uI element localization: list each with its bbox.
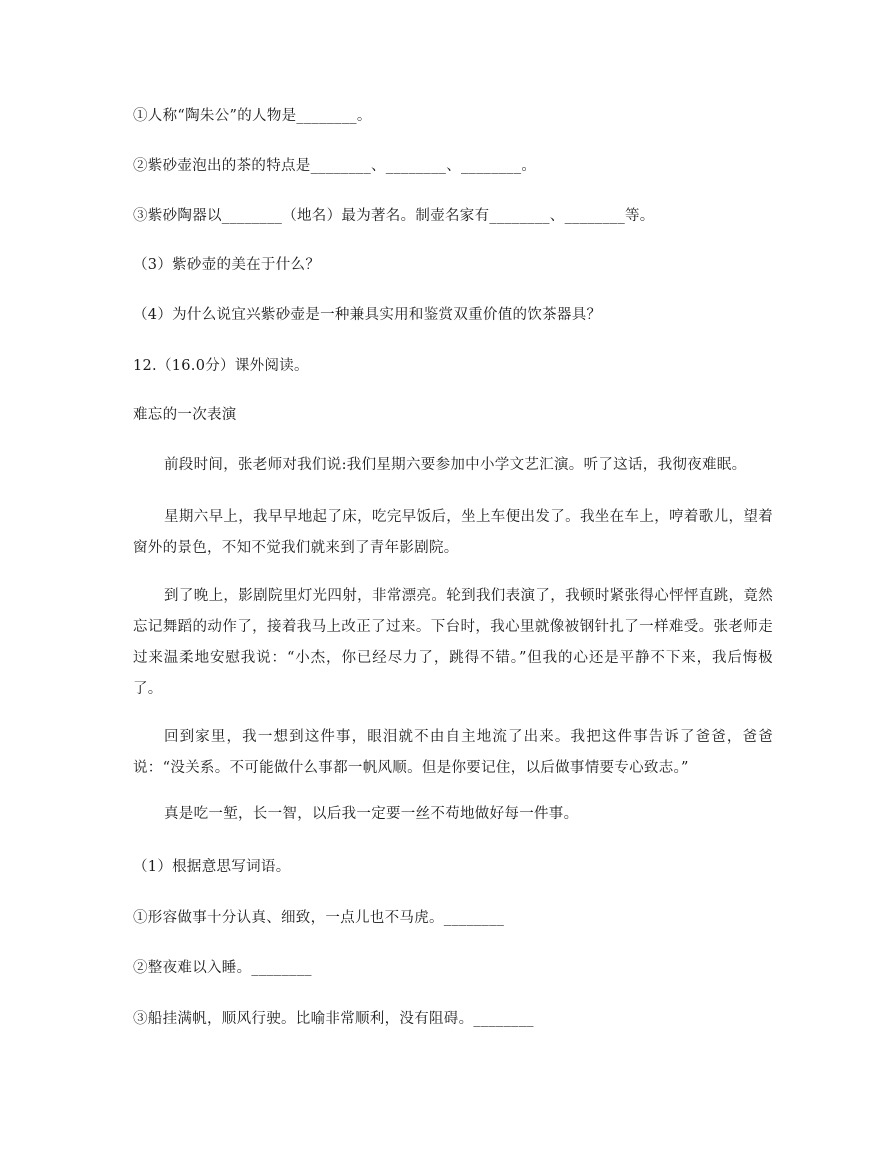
subquestion-1: （1）根据意思写词语。 <box>133 859 291 875</box>
subquestion-3: （3）紫砂壶的美在于什么？ <box>133 257 321 273</box>
passage-paragraph-3: 到了晚上，影剧院里灯光四射，非常漂亮。轮到我们表演了，我顿时紧张得心怦怦直跳，竟然忘记舞蹈的动作了，接着我马上改正了过来。下台时，我心里就像被钢针扎了一样难受。张老师走过来温柔地安慰我说：“小杰，你已经尽力了，跳得不错。”但我的心还是平静不下来，我后悔极了。 <box>133 588 773 697</box>
vocab-item-1: ①形容做事十分认真、细致，一点儿也不马虎。________ <box>133 910 505 926</box>
vocab-item-2: ②整夜难以入睡。________ <box>133 960 312 976</box>
question-item-3: ③紫砂陶器以________（地名）最为著名。制壶名家有________、________等。 <box>133 208 655 224</box>
question-12-heading: 12.（16.0分）课外阅读。 <box>133 358 309 374</box>
vocab-item-3: ③船挂满帆，顺风行驶。比喻非常顺利，没有阻碍。________ <box>133 1011 534 1027</box>
passage-paragraph-5: 真是吃一堑，长一智，以后我一定要一丝不苟地做好每一件事。 <box>164 806 579 822</box>
passage-title: 难忘的一次表演 <box>133 407 237 423</box>
question-item-2: ②紫砂壶泡出的茶的特点是________、________、________。 <box>133 158 537 174</box>
question-item-1: ①人称“陶朱公”的人物是________。 <box>133 108 372 124</box>
passage-paragraph-4: 回到家里，我一想到这件事，眼泪就不由自主地流了出来。我把这件事告诉了爸爸，爸爸说：“没关系。不可能做什么事都一帆风顺。但是你要记住，以后做事情要专心致志。” <box>133 729 773 776</box>
passage-paragraph-1: 前段时间，张老师对我们说:我们星期六要参加中小学文艺汇演。听了这话，我彻夜难眠。 <box>164 457 747 473</box>
subquestion-4: （4）为什么说宜兴紫砂壶是一种兼具实用和鉴赏双重价值的饮茶器具？ <box>133 307 602 323</box>
passage-paragraph-2: 星期六早上，我早早地起了床，吃完早饭后，坐上车便出发了。我坐在车上，哼着歌儿，望着窗外的景色，不知不觉我们就来到了青年影剧院。 <box>133 509 773 556</box>
